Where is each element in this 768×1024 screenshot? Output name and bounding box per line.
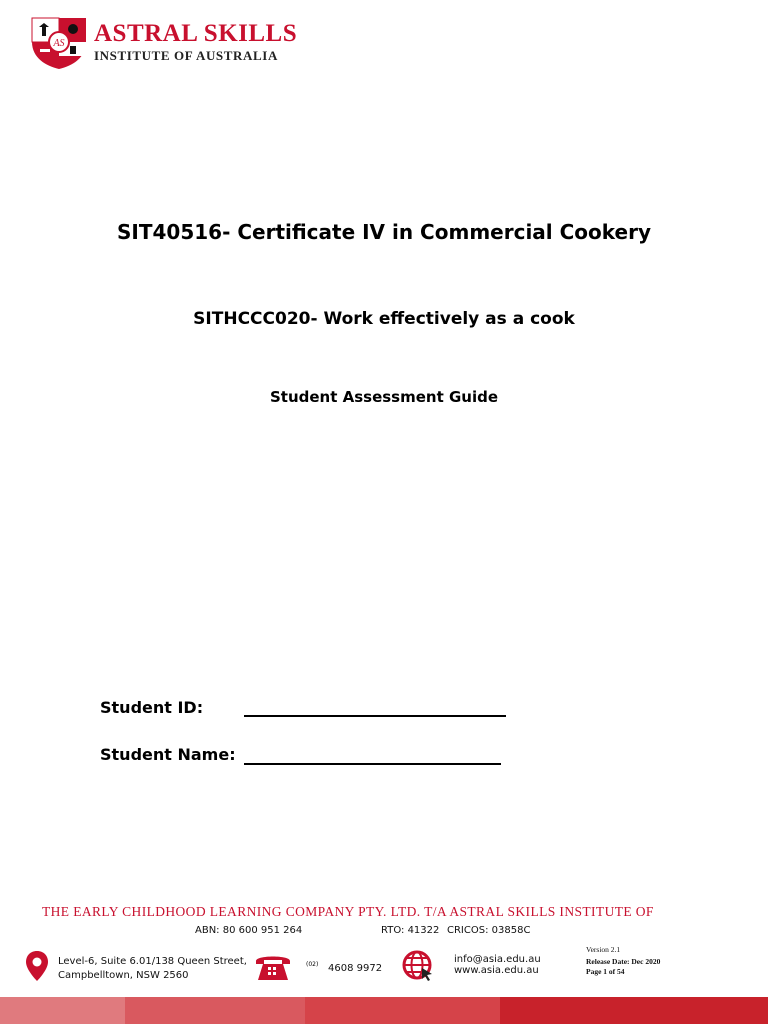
phone-area-code: (02) [306,961,319,968]
footer-bar-segment-2 [125,997,305,1024]
footer-bar-segment-3 [305,997,500,1024]
website-link[interactable]: www.asia.edu.au [454,965,539,976]
logo-monogram: AS [53,38,65,49]
footer-bar-segment-1 [0,997,125,1024]
phone-number[interactable]: 4608 9972 [328,963,383,974]
globe-cursor-icon [402,950,434,982]
course-title: SIT40516- Certificate IV in Commercial Cookery [117,220,651,244]
abn-number: ABN: 80 600 951 264 [195,925,303,936]
version-label: Version 2.1 [586,945,621,954]
logo-subtitle: INSTITUTE OF AUSTRALIA [94,48,278,63]
student-id-field[interactable] [244,715,506,717]
footer-bar-segment-4 [500,997,768,1024]
address-line-1: Level-6, Suite 6.01/138 Queen Street, [58,956,247,967]
logo-title: ASTRAL SKILLS [94,20,298,47]
cricos-number: CRICOS: 03858C [447,925,531,936]
email-link[interactable]: info@asia.edu.au [454,954,541,965]
telephone-icon [254,952,292,982]
shield-crest-icon [30,16,88,70]
rto-number: RTO: 41322 [381,925,440,936]
student-name-label: Student Name: [100,745,236,764]
address-line-2: Campbelltown, NSW 2560 [58,970,189,981]
location-pin-icon [24,950,50,982]
institute-logo [30,16,297,70]
unit-title: SITHCCC020- Work effectively as a cook [193,309,575,329]
company-name: THE EARLY CHILDHOOD LEARNING COMPANY PTY. LTD. T/A ASTRAL SKILLS INSTITUTE OF [42,904,654,919]
student-id-label: Student ID: [100,698,204,717]
footer-color-bar [0,997,768,1024]
logo-text [94,22,297,64]
guide-title: Student Assessment Guide [269,388,499,406]
page-number: Page 1 of 54 [586,967,625,976]
release-date: Release Date: Dec 2020 [586,957,661,966]
student-name-field[interactable] [244,763,501,765]
